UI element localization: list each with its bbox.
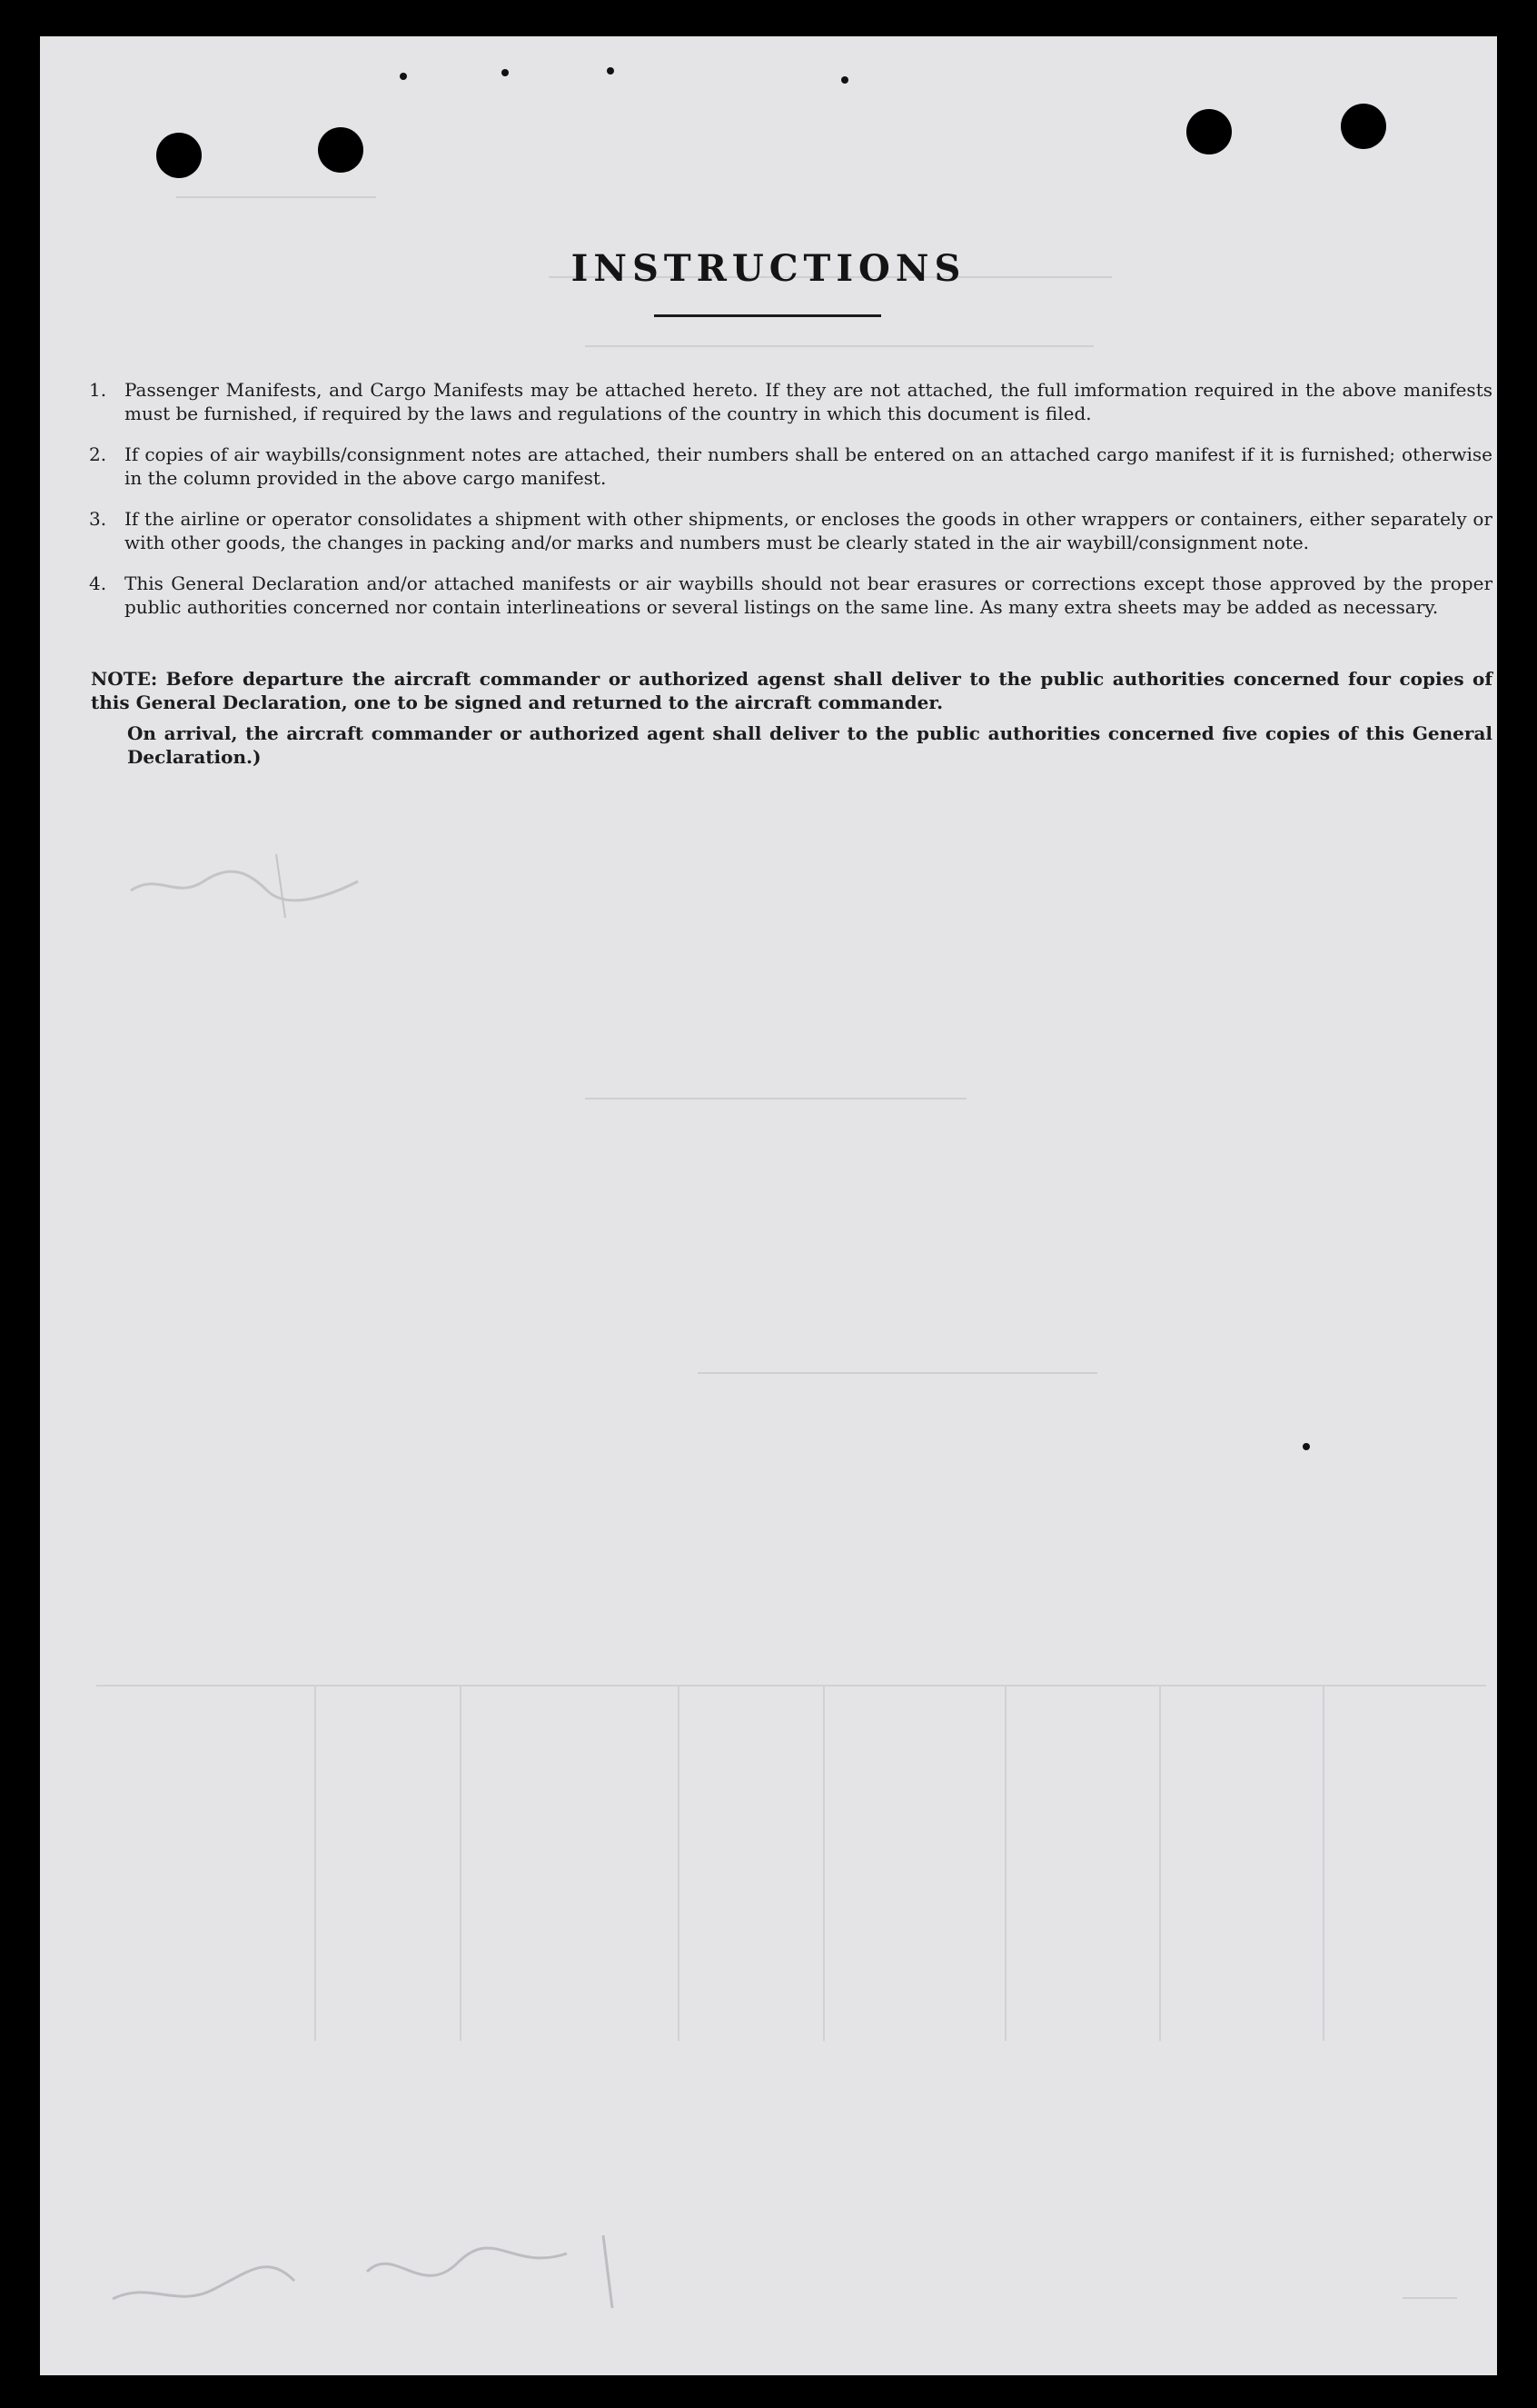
instruction-text: This General Declaration and/or attached manifests or air waybills should not bear erasures or corrections except those approved by the proper public authorities concerned nor contain interlineations or several listings on the same line. As many extra sheets may be added as necessary.	[124, 572, 1492, 618]
bleed-through-line	[176, 196, 376, 198]
page-title: INSTRUCTIONS	[570, 247, 967, 290]
title-underline	[654, 314, 881, 317]
note-arrival: On arrival, the aircraft commander or authorized agent shall deliver to the public authorities concerned five copies of this General Declaration.)	[127, 722, 1492, 768]
instruction-text: Passenger Manifests, and Cargo Manifests may be attached hereto. If they are not attached, the full imformation required in the above manifests must be furnished, if required by the laws and regulations of the country in which this document is filed.	[124, 379, 1492, 424]
instruction-item	[89, 378, 1492, 425]
bleed-through-line	[1403, 2297, 1457, 2299]
document-page	[40, 36, 1497, 2375]
instruction-number: 1.	[89, 379, 107, 401]
bleed-through-table	[96, 1685, 1486, 2041]
ink-speck	[400, 73, 407, 80]
punch-hole-left-1	[156, 133, 202, 178]
instruction-number: 2.	[89, 443, 107, 465]
instruction-text: If the airline or operator consolidates a shipment with other shipments, or encloses the goods in other wrappers or containers, either separately or with other goods, the changes in packing and/or marks and numbers must be clearly stated in the air waybill/consignment note.	[124, 508, 1492, 553]
ink-speck	[841, 76, 848, 84]
bleed-through-line	[698, 1372, 1097, 1374]
instruction-item	[89, 507, 1492, 554]
signature-bleed-through	[94, 2217, 640, 2326]
ink-speck	[607, 67, 614, 75]
note-departure: NOTE: Before departure the aircraft commander or authorized agenst shall deliver to the public authorities concerned four copies of this General Declaration, one to be signed and returned to the aircraft commander.	[91, 668, 1492, 713]
ink-speck	[1303, 1443, 1310, 1450]
ink-speck	[501, 69, 509, 76]
punch-hole-right-1	[1186, 109, 1232, 154]
faint-handwriting	[122, 836, 394, 936]
punch-hole-right-2	[1341, 104, 1386, 149]
instruction-number: 4.	[89, 572, 107, 594]
instructions-list	[89, 378, 1492, 636]
bleed-through-line	[585, 345, 1094, 347]
punch-hole-left-2	[318, 127, 363, 173]
instruction-item	[89, 572, 1492, 619]
note-block	[91, 667, 1492, 769]
instruction-number: 3.	[89, 508, 107, 530]
instruction-item	[89, 443, 1492, 490]
bleed-through-line	[585, 1098, 967, 1100]
instruction-text: If copies of air waybills/consignment notes are attached, their numbers shall be entered on an attached cargo manifest if it is furnished; otherwise in the column provided in the above cargo manifest.	[124, 443, 1492, 489]
